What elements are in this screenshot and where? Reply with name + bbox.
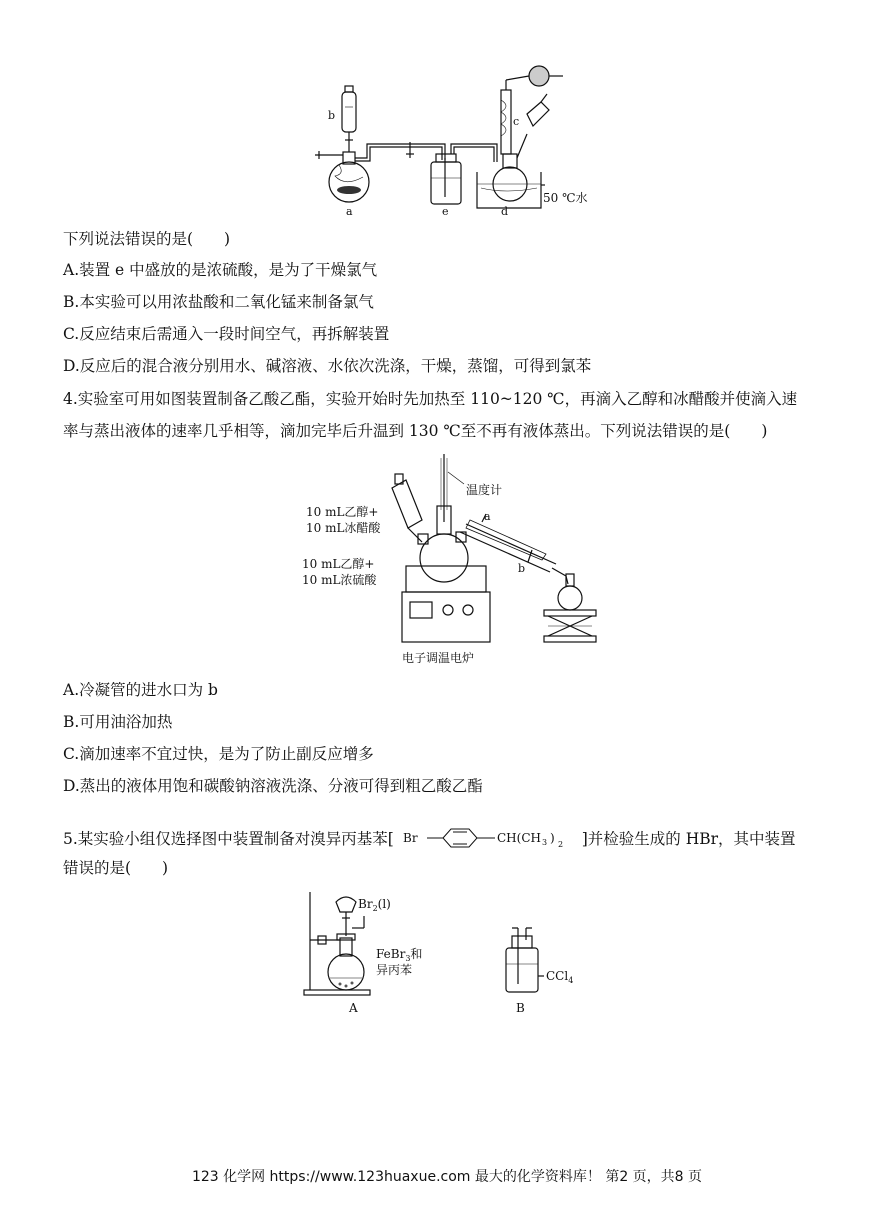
- label-A: A: [349, 1001, 358, 1015]
- structure-close: ): [549, 831, 555, 845]
- ccl4-sub: 4: [568, 976, 574, 985]
- structure-br: Br: [402, 831, 418, 845]
- q3-option-c: C.反应结束后需通入一段时间空气，再拆解装置: [63, 325, 390, 343]
- bromocumene-structure: [399, 825, 577, 855]
- label-water: 50 ℃水: [543, 191, 588, 205]
- label-ccl4: [546, 969, 573, 985]
- label-flask-line1: 10 mL乙醇+: [302, 557, 375, 571]
- q4-apparatus-figure: [296, 450, 616, 672]
- structure-sub2: 2: [557, 840, 563, 849]
- label-a-inlet: a: [484, 510, 491, 523]
- label-e: e: [442, 205, 449, 218]
- q4-stem-line2: 率与蒸出液体的速率几乎相等，滴加完毕后升温到 130 ℃至不再有液体蒸出。下列说法错误的是( ): [63, 422, 768, 440]
- ccl4-text: CCl: [546, 969, 569, 983]
- br2-sub: 2: [372, 904, 378, 913]
- structure-substituent: CH(CH: [496, 831, 541, 845]
- br2-state: (l): [377, 897, 391, 911]
- label-furnace: 电子调温电炉: [402, 651, 475, 665]
- q3-option-b: B.本实验可以用浓盐酸和二氧化锰来制备氯气: [63, 293, 374, 311]
- label-br2: [358, 897, 391, 913]
- label-funnel-line2: 10 mL冰醋酸: [306, 521, 381, 535]
- q4-option-d: D.蒸出的液体用饱和碳酸钠溶液洗涤、分液可得到粗乙酸乙酯: [63, 777, 483, 795]
- label-a: a: [346, 205, 353, 218]
- label-b: b: [328, 109, 336, 122]
- label-cumene: 异丙苯: [376, 963, 413, 977]
- q3-option-d: D.反应后的混合液分别用水、碱溶液、水依次洗涤，干燥，蒸馏，可得到氯苯: [63, 357, 592, 375]
- q4-option-b: B.可用油浴加热: [63, 713, 173, 731]
- label-B: B: [516, 1001, 525, 1015]
- label-b-inlet: b: [518, 562, 526, 575]
- q3-option-a: A.装置 e 中盛放的是浓硫酸，是为了干燥氯气: [63, 261, 378, 279]
- q5-stem-post: ]并检验生成的 HBr，其中装置: [581, 830, 796, 848]
- label-flask-line2: 10 mL浓硫酸: [302, 573, 377, 587]
- febr3-sub: 3: [405, 954, 411, 963]
- q5-stem-line2: 错误的是( ): [63, 859, 169, 877]
- label-c: c: [513, 115, 520, 128]
- q5-apparatus-figure: [300, 888, 590, 1018]
- page-footer: 123 化学网 https://www.123huaxue.com 最大的化学资料库！ 第2 页，共8 页: [191, 1169, 703, 1185]
- q3-apparatus-figure: [305, 62, 605, 220]
- label-funnel-line1: 10 mL乙醇+: [306, 505, 379, 519]
- q5-stem-pre: 5.某实验小组仅选择图中装置制备对溴异丙基苯[: [63, 830, 394, 848]
- label-d: d: [501, 205, 509, 218]
- label-thermometer: 温度计: [466, 483, 503, 497]
- label-febr3: [376, 947, 422, 963]
- febr3-text: FeBr: [376, 947, 406, 961]
- febr3-and: 和: [410, 947, 423, 961]
- br2-text: Br: [358, 897, 373, 911]
- q4-stem-line1: 4.实验室可用如图装置制备乙酸乙酯，实验开始时先加热至 110~120 ℃，再滴入乙醇和冰醋酸并使滴入速: [63, 390, 798, 408]
- q3-stem: 下列说法错误的是( ): [63, 230, 231, 248]
- structure-sub3: 3: [541, 838, 547, 847]
- q4-option-c: C.滴加速率不宜过快，是为了防止副反应增多: [63, 745, 374, 763]
- q5-stem-line1: [63, 825, 796, 855]
- q4-option-a: A.冷凝管的进水口为 b: [63, 681, 218, 699]
